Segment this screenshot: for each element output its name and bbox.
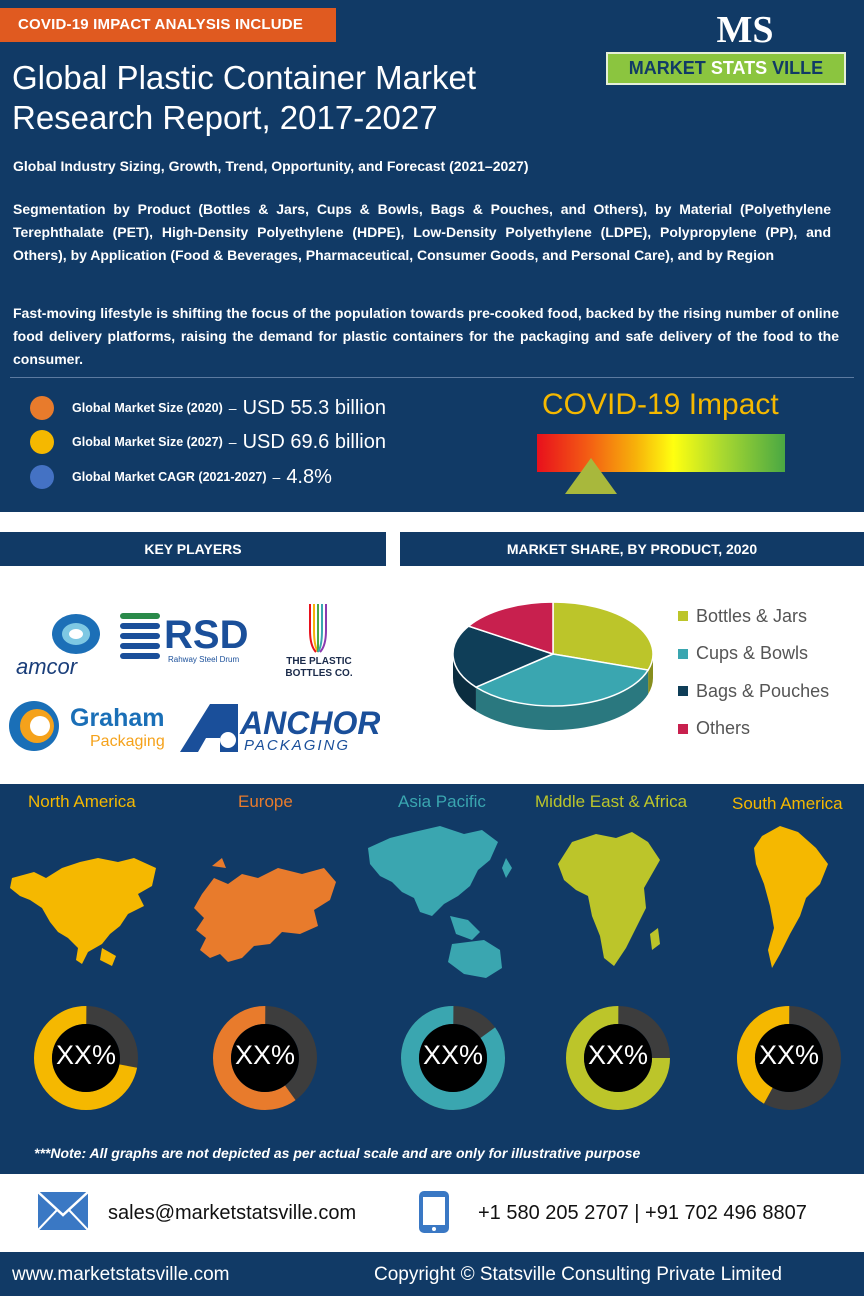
subtitle: Global Industry Sizing, Growth, Trend, Opportunity, and Forecast (2021–2027) — [13, 158, 529, 174]
brand-logo — [606, 52, 846, 85]
donut-value-asia-pacific: XX% — [422, 1040, 484, 1070]
stat-separator: – — [272, 469, 281, 485]
region-label-south-america: South America — [732, 794, 843, 813]
plastic-bottles-logo — [276, 600, 362, 682]
anchor-logo — [180, 700, 380, 756]
email-link[interactable]: sales@marketstatsville.com — [108, 1202, 357, 1224]
amcor-name: amcor — [16, 654, 78, 679]
market-share-header: MARKET SHARE, BY PRODUCT, 2020 — [400, 532, 864, 566]
stat-value: USD 69.6 billion — [242, 430, 386, 453]
north-america-map-icon — [6, 848, 166, 972]
graham-subtitle: Packaging — [90, 733, 165, 750]
donut-value-middle-east-africa: XX% — [587, 1040, 649, 1070]
market-share-pie-chart — [448, 594, 658, 744]
stat-row-market-2020 — [30, 393, 386, 423]
legend-item — [678, 643, 808, 665]
covid-badge: COVID-19 IMPACT ANALYSIS INCLUDE — [0, 8, 336, 42]
phone-numbers[interactable]: +1 580 205 2707 | +91 702 496 8807 — [478, 1202, 807, 1224]
stat-value: 4.8% — [286, 465, 332, 488]
legend-swatch — [678, 724, 688, 734]
segmentation-text: Segmentation by Product (Bottles & Jars, Cups & Bowls, Bags & Pouches, and Others), by Material (Polyethylene Terephthalate (PET), High-Density Polyethylene (HDPE), Low-Density Polyethylene (LDPE), Polypropylene (PP), and Others), by Application (Food & Beverages, Pharmaceutical, Consumer Goods, and Personal Care), and by Region — [13, 201, 831, 263]
middle-east-africa-map-icon — [552, 824, 670, 972]
plastic-bottles-name-2: BOTTLES CO. — [285, 668, 353, 679]
divider — [10, 377, 854, 378]
region-label-middle-east-africa: Middle East & Africa — [535, 792, 688, 811]
legend-label: Bottles & Jars — [696, 605, 808, 626]
stat-label: Global Market Size (2020) — [72, 401, 223, 415]
legend-swatch — [678, 611, 688, 621]
donut-value-europe: XX% — [234, 1040, 296, 1070]
asia-pacific-map-icon — [360, 820, 528, 984]
stat-label: Global Market Size (2027) — [72, 435, 223, 449]
legend-label: Bags & Pouches — [696, 680, 830, 701]
stat-dot-icon — [30, 396, 54, 420]
donut-value-south-america: XX% — [758, 1040, 820, 1070]
region-label-asia-pacific: Asia Pacific — [398, 792, 486, 811]
anchor-name: ANCHOR — [240, 705, 380, 741]
rsd-subtitle: Rahway Steel Drum — [168, 655, 240, 664]
title-line-2: Research Report, 2017-2027 — [12, 99, 438, 136]
legend-item — [678, 718, 750, 740]
intro-text: Fast-moving lifestyle is shifting the focus of the population towards pre-cooked food, backed by the rising number of online food delivery platforms, raising the demand for plastic containers for the packaging and safe delivery of the food to the consumer. — [13, 305, 839, 367]
ms-logo-icon — [700, 6, 790, 52]
legend-label: Others — [696, 718, 751, 738]
title-line-1: Global Plastic Container Market — [12, 59, 477, 96]
graham-logo — [8, 698, 178, 756]
stat-dot-icon — [30, 465, 54, 489]
amcor-logo — [14, 610, 104, 680]
stat-row-cagr — [30, 462, 332, 492]
footnote: ***Note: All graphs are not depicted as per actual scale and are only for illustrative purpose — [34, 1145, 641, 1161]
graham-name: Graham — [70, 704, 165, 732]
south-america-map-icon — [750, 820, 834, 972]
stat-label: Global Market CAGR (2021-2027) — [72, 470, 267, 484]
legend-item — [678, 605, 807, 627]
stat-row-market-2027 — [30, 427, 386, 457]
logo-mark: MS — [716, 9, 774, 51]
rsd-name: RSD — [164, 613, 249, 657]
legend-item — [678, 680, 829, 702]
mail-icon — [37, 1191, 89, 1231]
triangle-pointer-icon — [565, 458, 617, 494]
logo-word-2: STATS — [710, 58, 768, 78]
region-label-europe: Europe — [238, 792, 293, 811]
pie-slices — [453, 602, 653, 706]
stat-separator: – — [228, 400, 237, 416]
legend-label: Cups & Bowls — [696, 643, 809, 663]
page-title — [12, 58, 572, 138]
region-label-north-america: North America — [28, 792, 136, 811]
legend-swatch — [678, 686, 688, 696]
copyright-text: Copyright © Statsville Consulting Private Limited — [374, 1264, 782, 1285]
website-link[interactable]: www.marketstatsville.com — [12, 1264, 230, 1285]
donut-value-north-america: XX% — [55, 1040, 117, 1070]
logo-word-3: VILLE — [772, 58, 824, 78]
covid-impact-title: COVID-19 Impact — [542, 388, 779, 421]
stat-separator: – — [228, 434, 237, 450]
legend-swatch — [678, 649, 688, 659]
logo-word-1: MARKET — [628, 58, 706, 78]
stat-dot-icon — [30, 430, 54, 454]
rsd-logo — [120, 610, 262, 666]
phone-icon — [418, 1190, 450, 1234]
key-players-header: KEY PLAYERS — [0, 532, 386, 566]
stat-value: USD 55.3 billion — [242, 396, 386, 419]
plastic-bottles-name-1: THE PLASTIC — [286, 656, 352, 667]
europe-map-icon — [186, 854, 338, 970]
anchor-subtitle: PACKAGING — [244, 737, 351, 754]
